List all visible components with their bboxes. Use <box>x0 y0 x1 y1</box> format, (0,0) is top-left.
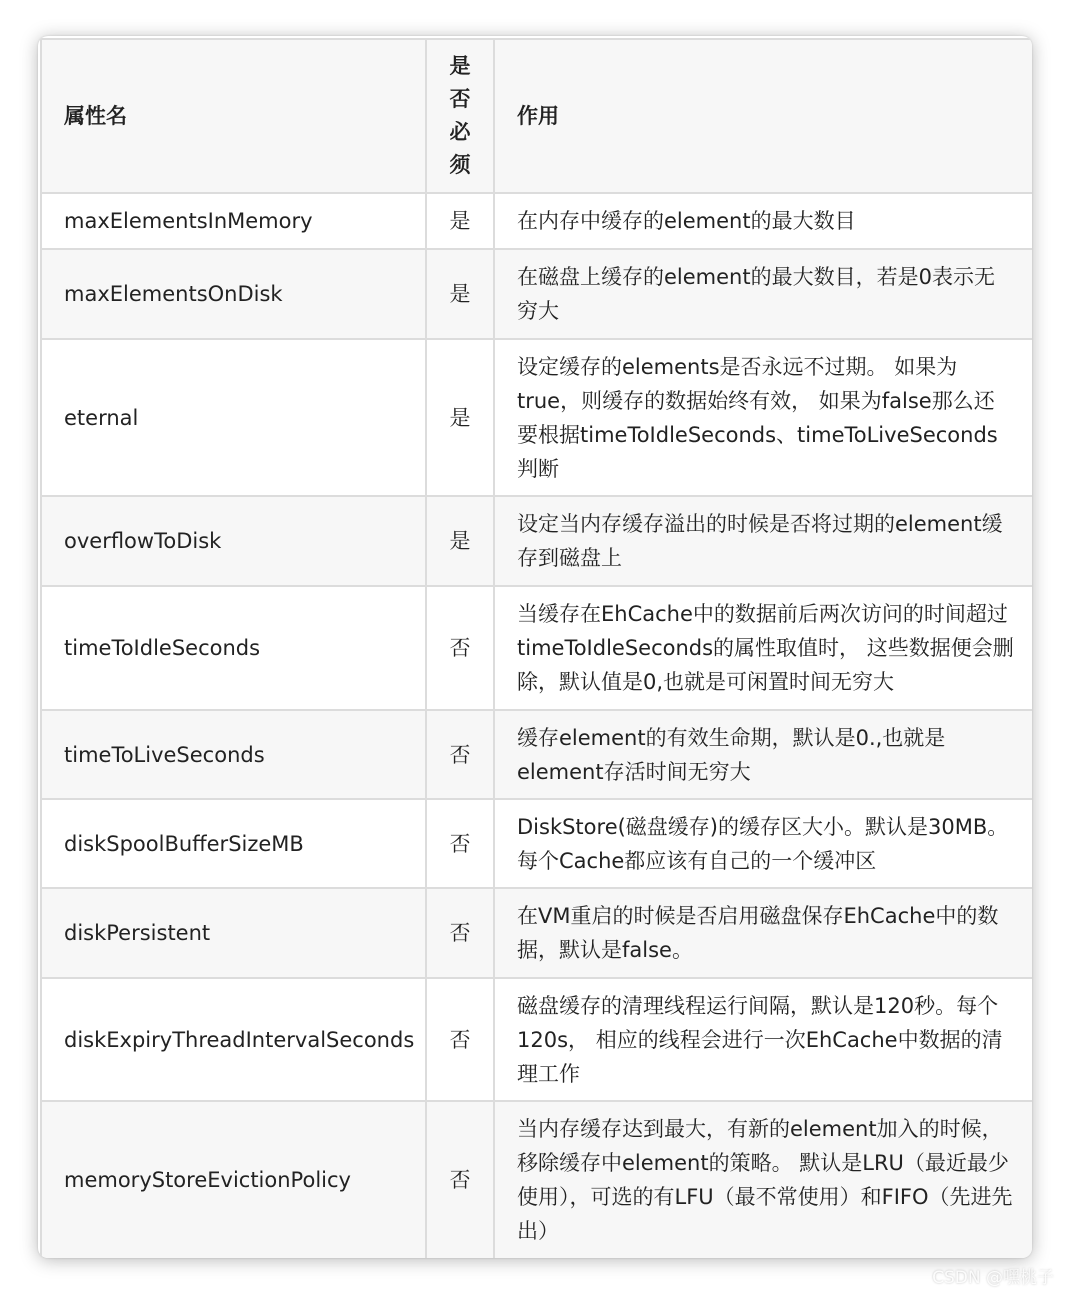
cell-required: 否 <box>426 586 494 710</box>
cell-required: 是 <box>426 496 494 586</box>
header-required-char: 否 <box>449 87 471 111</box>
cell-required: 否 <box>426 1101 494 1258</box>
table-row <box>41 586 1032 710</box>
table-row <box>41 1101 1032 1258</box>
cell-desc: 在磁盘上缓存的element的最大数目，若是0表示无穷大 <box>494 249 1032 339</box>
cell-desc: 缓存element的有效生命期，默认是0.,也就是element存活时间无穷大 <box>494 710 1032 799</box>
table-row <box>41 799 1032 888</box>
cell-required: 否 <box>426 978 494 1101</box>
table-header-row <box>41 39 1032 193</box>
cell-desc: 设定缓存的elements是否永远不过期。 如果为true，则缓存的数据始终有效， 如果为false那么还要根据timeToIdleSeconds、timeToLiveSeconds判断 <box>494 339 1032 496</box>
cell-required: 是 <box>426 249 494 339</box>
cell-name: maxElementsInMemory <box>41 193 426 249</box>
header-required-char: 须 <box>449 153 471 177</box>
cell-desc: 设定当内存缓存溢出的时候是否将过期的element缓存到磁盘上 <box>494 496 1032 586</box>
cell-name: timeToLiveSeconds <box>41 710 426 799</box>
cell-desc: 磁盘缓存的清理线程运行间隔，默认是120秒。每个120s， 相应的线程会进行一次EhCache中数据的清理工作 <box>494 978 1032 1101</box>
header-required <box>426 39 494 193</box>
cell-name: memoryStoreEvictionPolicy <box>41 1101 426 1258</box>
cell-name: timeToIdleSeconds <box>41 586 426 710</box>
cell-desc: 在VM重启的时候是否启用磁盘保存EhCache中的数据，默认是false。 <box>494 888 1032 978</box>
table-row <box>41 888 1032 978</box>
cell-desc: DiskStore(磁盘缓存)的缓存区大小。默认是30MB。每个Cache都应该有自己的一个缓冲区 <box>494 799 1032 888</box>
cell-required: 否 <box>426 888 494 978</box>
cell-name: maxElementsOnDisk <box>41 249 426 339</box>
header-required-char: 必 <box>449 120 471 144</box>
table-row <box>41 193 1032 249</box>
cell-name: diskSpoolBufferSizeMB <box>41 799 426 888</box>
cell-name: eternal <box>41 339 426 496</box>
cell-name: overflowToDisk <box>41 496 426 586</box>
table-card <box>38 36 1032 1258</box>
cell-required: 是 <box>426 339 494 496</box>
watermark: CSDN @嘿桃子 <box>932 1268 1054 1288</box>
cell-desc: 当内存缓存达到最大，有新的element加入的时候， 移除缓存中element的策略。 默认是LRU（最近最少使用），可选的有LFU（最不常使用）和FIFO（先进先出） <box>494 1101 1032 1258</box>
header-name: 属性名 <box>41 39 426 193</box>
cell-required: 是 <box>426 193 494 249</box>
table-row <box>41 339 1032 496</box>
table-row <box>41 496 1032 586</box>
header-purpose: 作用 <box>494 39 1032 193</box>
cell-name: diskExpiryThreadIntervalSeconds <box>41 978 426 1101</box>
cell-required: 否 <box>426 710 494 799</box>
table-row <box>41 978 1032 1101</box>
cell-required: 否 <box>426 799 494 888</box>
cell-desc: 在内存中缓存的element的最大数目 <box>494 193 1032 249</box>
cell-name: diskPersistent <box>41 888 426 978</box>
header-required-char: 是 <box>449 54 471 78</box>
table-row <box>41 249 1032 339</box>
cell-desc: 当缓存在EhCache中的数据前后两次访问的时间超过timeToIdleSeconds的属性取值时， 这些数据便会删除，默认值是0,也就是可闲置时间无穷大 <box>494 586 1032 710</box>
table-row <box>41 710 1032 799</box>
attribute-table <box>40 38 1032 1258</box>
